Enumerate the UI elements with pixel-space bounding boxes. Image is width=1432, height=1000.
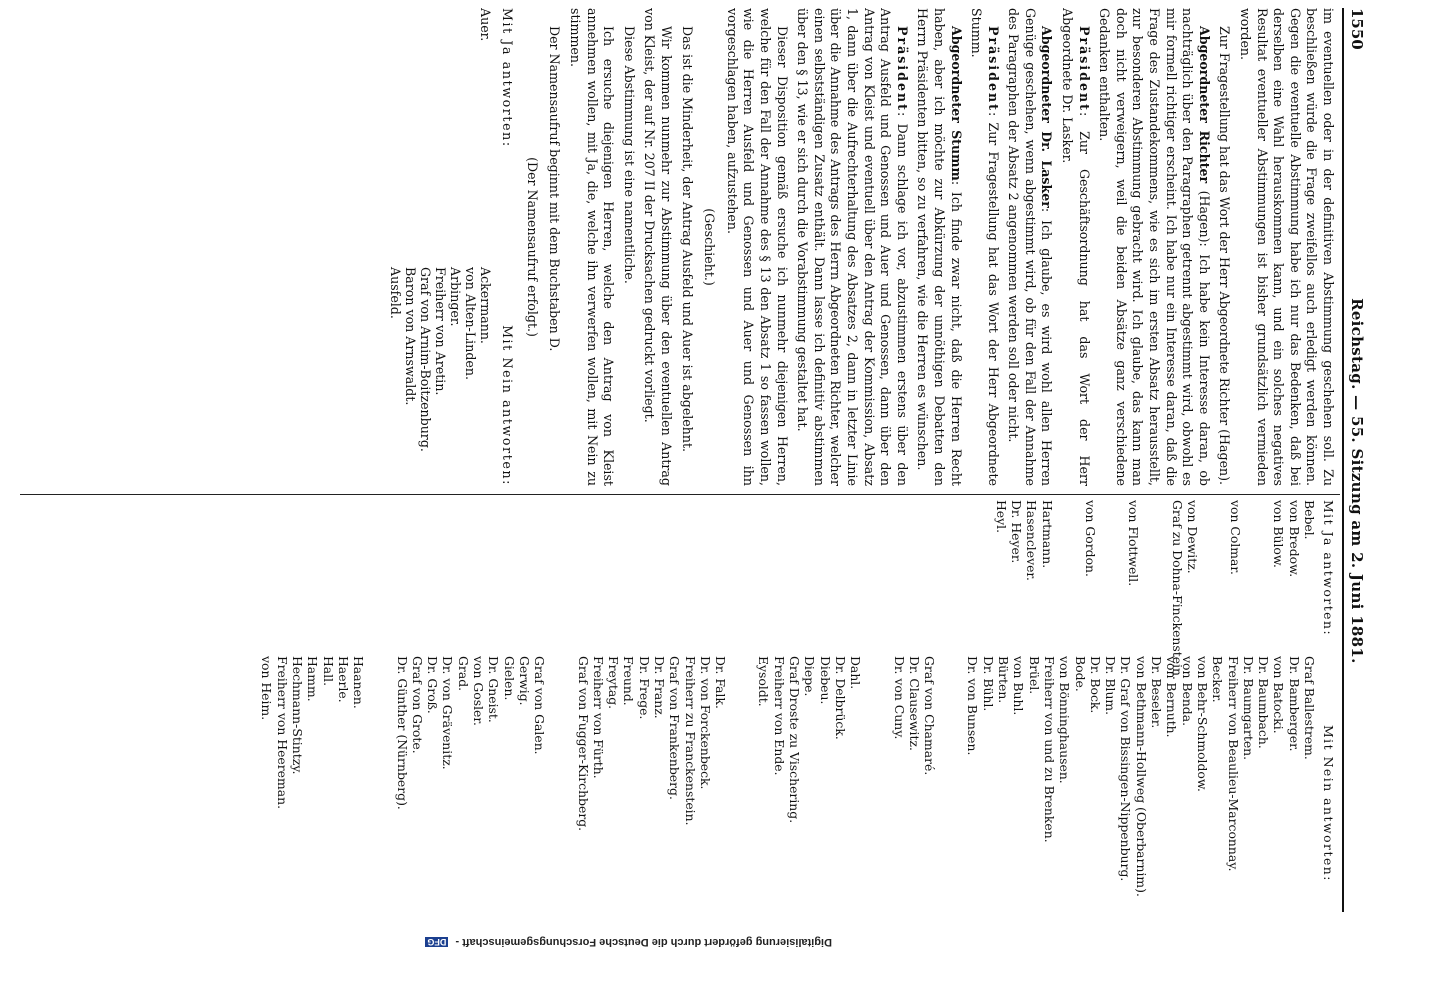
voter-name: von Buhl. xyxy=(1011,656,1027,716)
header-rule xyxy=(1342,8,1344,912)
dfg-logo: DFG xyxy=(427,937,447,947)
paragraph: Zur Fragestellung hat das Wort der Herr Abgeordnete Richter (Hagen). xyxy=(1217,26,1233,486)
credit-text: Digitalisierung gefördert durch die Deutsche Forschungsgemeinschaft - xyxy=(455,936,832,948)
voter-name: Diebeu. xyxy=(817,656,833,705)
paragraph: Das ist die Minderheit, der Antrag Ausfeld und Auer ist abgelehnt. xyxy=(679,26,695,453)
voter-name: von Bernuth. xyxy=(1164,656,1180,738)
speaker: Präsident xyxy=(1076,26,1092,112)
column-divider xyxy=(20,494,1340,495)
speaker: Präsident xyxy=(894,26,910,112)
voter-name: Dahl. xyxy=(848,656,864,690)
voter-name: Dr. Groß. xyxy=(425,656,441,714)
voter-name: Ausfeld. xyxy=(387,267,403,319)
name-group xyxy=(575,656,728,910)
page-number: 1550 xyxy=(1348,8,1366,50)
paragraph: Ich ersuche diejenigen Herren, welche den Antrag von Kleist annehmen wollen, mit Ja, die, welche ihn verwerfen wollen, mit Nein zu stimmen. xyxy=(568,8,617,486)
voter-name: Freund. xyxy=(621,656,637,706)
vote-no-label: Mit Nein antworten: xyxy=(1321,725,1336,882)
name-group xyxy=(1126,500,1141,650)
vote-names xyxy=(388,8,493,486)
voter-name: Freiherr von Beaulieu-Marconnay. xyxy=(1225,656,1241,872)
voter-name: Freiherr von Ende. xyxy=(771,656,787,776)
voter-name: Dr. von Grävenitz. xyxy=(440,656,456,770)
voter-name: von Dewitz. xyxy=(1184,500,1200,574)
voter-name: Graf von Frankenberg. xyxy=(667,656,683,800)
voter-name: Hasenclever. xyxy=(1024,500,1040,581)
debate-column xyxy=(6,8,1336,486)
voter-name: Ackermann. xyxy=(477,267,493,344)
voter-name: Baron von Arnswaldt. xyxy=(402,267,418,406)
speech-text: (Hagen): Ich habe kein Interesse daran, ob nachträglich über den Paragraphen getrennt abgestimmt wird, obwohl es mir formell richtiger erscheint. Ich habe nur ein Interesse daran, daß die Frage des Zustandekommens, wie es sich im ersten Absatz herausstellt, zur besonderen Abstimmung gebracht wird. Ich glaube, das kann man doch nicht verweigern, weil die beiden Absätze ganz verschiedene Gedanken enthalten. xyxy=(1097,8,1212,486)
paragraph: Abgeordneter Stumm: Ich finde zwar nicht, daß die Herren Recht haben, aber ich möchte zur Abkürzung der unnöthigen Debatten den Herrn Präsidenten bitten, so zu verfahren, wie die Herren es wünschen. xyxy=(915,8,964,486)
digitization-credit xyxy=(0,930,1432,952)
name-group xyxy=(756,656,863,910)
voter-name: Bebel. xyxy=(1302,500,1317,540)
voter-name: Freiherr von Heereman. xyxy=(274,656,290,810)
voter-name: Haerle. xyxy=(335,656,351,703)
paragraph: Präsident: Zur Fragestellung hat das Wort der Herr Abgeordnete Stumm. xyxy=(969,8,1001,486)
voter-name: Grad. xyxy=(455,656,471,692)
voter-name: Dr. Franz. xyxy=(652,656,668,719)
voter-name: Freiherr von Aretin. xyxy=(432,267,448,396)
speech-text: Zur Geschäftsordnung hat das Wort der Herr Abgeordnete Dr. Lasker. xyxy=(1060,8,1092,486)
no-names-list xyxy=(388,227,493,486)
voter-name: Dr. Bamberger. xyxy=(1286,656,1302,752)
voter-name: Freytag. xyxy=(606,656,622,710)
speaker: Abgeordneter Richter xyxy=(1196,26,1212,184)
speech-text: Ich glaube, es wird wohl allen Herren Genüge geschehen, wenn abgestimmt wird, ob für den Fall der Annahme des Paragraphen der Absatz 2 angenommen werden soll oder nicht. xyxy=(1006,8,1055,486)
voter-name: von Flottwell. xyxy=(1126,500,1142,587)
page-title: Reichstag. — 55. Sitzung am 2. Juni 1881. xyxy=(1348,298,1366,664)
voter-name: Freiherr zu Franckenstein. xyxy=(682,656,698,826)
voter-name: Hartmann. xyxy=(1039,500,1055,569)
voter-name: Dr. Gneist. xyxy=(486,656,502,723)
vote-yes-label: Mit Ja antworten: xyxy=(1321,500,1336,637)
name-group xyxy=(394,656,547,910)
voter-name: von Alten-Linden. xyxy=(462,267,478,380)
vote-list-block xyxy=(6,500,1336,910)
voter-name: von Behr-Schmoldow. xyxy=(1194,656,1210,792)
voter-name: Dr. Delbrück. xyxy=(832,656,848,740)
paragraph: im eventuellen oder in der definitiven Abstimmung geschehen soll. Zu beschließen würde die Frage zweifellos auch erledigt werden können. Gegen die eventuelle Abstimmung habe ich nur das Bedenken, daß bei derselben eine Wahl herauskommen kann, und ein solches negatives Resultat eventueller Abstimmungen ist bisher grundsätzlich vermieden worden. xyxy=(1238,8,1336,486)
voter-name: Graf von Arnim-Boitzenburg. xyxy=(417,267,433,452)
voter-name: von Bönninghausen. xyxy=(1057,656,1073,784)
voter-name: Diepe. xyxy=(802,656,818,697)
voter-name: Dr. Falk. xyxy=(713,656,729,709)
voter-name: von Heim. xyxy=(259,656,275,721)
voter-name: Arbinger. xyxy=(447,267,463,327)
speech-text: Ich finde zwar nicht, daß die Herren Recht haben, aber ich möchte zur Abkürzung der unnöthigen Debatten den Herrn Präsidenten bitten, so zu verfahren, wie die Herren es wünschen. xyxy=(915,8,964,486)
voter-name: von Bethmann-Hollweg (Oberbarnim). xyxy=(1133,656,1149,897)
vote-header xyxy=(1321,500,1336,910)
vote-no-label: Mit Nein antworten: xyxy=(500,325,516,486)
stage-direction: (Der Namensaufruf erfolgt.) xyxy=(524,157,540,337)
voter-name: Dr. Graf von Bissingen-Nippenburg. xyxy=(1118,656,1134,882)
voter-name: Dr. von Bunsen. xyxy=(965,656,981,756)
voter-name: von Gordon. xyxy=(1082,500,1098,577)
name-group xyxy=(891,656,937,910)
voter-name: Gielen. xyxy=(501,656,517,701)
paragraph: Präsident: Zur Geschäftsordnung hat das Wort der Herr Abgeordnete Dr. Lasker. xyxy=(1060,8,1092,486)
voter-name: Heyl. xyxy=(993,500,1009,534)
voter-name: Auer. xyxy=(477,8,493,42)
vote-yes-label: Mit Ja antworten: xyxy=(500,8,516,148)
voter-name: von Bülow. xyxy=(1271,500,1287,568)
voter-name: Dr. Clausewitz. xyxy=(906,656,922,751)
voter-name: Graf von Chamaré. xyxy=(922,656,938,776)
voter-name: Freiherr von Fürth. xyxy=(590,656,606,779)
voter-name: Graf Ballestrem. xyxy=(1302,656,1317,760)
voter-name: Dr. Baumbach. xyxy=(1256,656,1272,749)
speaker: Präsident xyxy=(985,26,1001,112)
voter-name: von Bredow. xyxy=(1286,500,1302,578)
name-group xyxy=(993,500,1054,650)
voter-name: Hall. xyxy=(320,656,336,687)
voter-name: Dr. von Forckenbeck. xyxy=(697,656,713,790)
voter-name: Bürten. xyxy=(996,656,1012,704)
name-group xyxy=(1271,500,1317,650)
voter-name: Dr. Bock. xyxy=(1087,656,1103,714)
voter-name: Graf zu Dohna-Finckenstein. xyxy=(1169,500,1185,680)
name-group xyxy=(1169,500,1200,680)
voter-name: Haanen. xyxy=(351,656,367,709)
paragraph xyxy=(1096,8,1212,486)
voter-name: Dr. Blum. xyxy=(1103,656,1119,716)
name-group xyxy=(259,656,366,910)
name-group xyxy=(1083,500,1098,650)
voter-name: Graf von Fugger-Kirchberg. xyxy=(575,656,591,832)
voter-name: Graf von Galen. xyxy=(532,656,548,755)
paragraph: Wir kommen nunmehr zur Abstimmung über den eventuellen Antrag von Kleist, der auf Nr. 207 II der Drucksachen gedruckt vorliegt. xyxy=(642,8,675,486)
paragraph: Diese Abstimmung ist eine namentliche. xyxy=(621,26,637,284)
vote-header xyxy=(499,8,516,486)
speech-text: Dann schlage ich vor, abzustimmen erstens über den Antrag Ausfeld und Genossen und Auer und Genossen, dann über den Antrag von Kleist und eventuell über den Antrag der Kommission, Absatz 1, dann über die Aufrechterhaltung des Absatzes 2, dann in letzter Linie über die Annahme des Antrags des Herrn Abgeordneten Richter, welcher einen selbstständigen Zusatz enthält. Dann lasse ich definitiv abstimmen über den § 13, wie er sich durch die Vorabstimmung gestaltet hat. xyxy=(795,8,910,486)
voter-name: Dr. Heyer. xyxy=(1009,500,1025,564)
stage-direction: (Geschieht.) xyxy=(702,208,718,286)
paragraph: Abgeordneter Dr. Lasker: Ich glaube, es wird wohl allen Herren Genüge geschehen, wenn abgestimmt wird, ob für den Fall der Annahme des Paragraphen der Absatz 2 angenommen werden soll oder nicht. xyxy=(1006,8,1055,486)
voter-name: Dr. Baumgarten. xyxy=(1240,656,1256,761)
voter-name: Graf von Grote. xyxy=(409,656,425,754)
voter-name: Bode. xyxy=(1072,656,1088,692)
yes-names-list xyxy=(388,8,493,227)
voter-name: von Benda. xyxy=(1179,656,1195,727)
speech-text: Zur Fragestellung hat das Wort der Herr Abgeordnete Stumm. xyxy=(969,8,1001,486)
paragraph: Der Namensaufruf beginnt mit dem Buchstaben D. xyxy=(547,26,563,352)
voter-name: Hamm. xyxy=(305,656,321,702)
voter-name: von Colmar. xyxy=(1228,500,1244,575)
voter-name: Brüel. xyxy=(1026,656,1042,695)
voter-name: Graf Droste zu Vischering. xyxy=(787,656,803,824)
speaker: Abgeordneter Stumm xyxy=(948,26,964,181)
voter-name: von Gosler. xyxy=(471,656,487,726)
voter-name: Eysoldt. xyxy=(756,656,772,707)
name-group xyxy=(965,656,1317,910)
no-names-list xyxy=(231,650,1317,910)
page-header xyxy=(1348,8,1372,912)
voter-name: Dr. Bühl. xyxy=(980,656,996,712)
speaker: Abgeordneter Dr. Lasker xyxy=(1039,26,1055,208)
voter-name: Dr. Beseler. xyxy=(1149,656,1165,729)
voter-name: Dr. Frege. xyxy=(636,656,652,720)
paragraph: Dieser Disposition gemäß ersuche ich nunmehr diejenigen Herren, welche für den Fall der Annahme des § 13 den Absatz 1 so fassen wollen, wie die Herren Ausfeld und Genossen und Auer und Genossen ihn vorgeschlagen haben, aufzustehen. xyxy=(724,8,790,486)
name-group xyxy=(1228,500,1243,650)
voter-name: Gerwig. xyxy=(516,656,532,706)
voter-name: Becker. xyxy=(1210,656,1226,703)
voter-name: Hechmann-Stintzy. xyxy=(290,656,306,775)
voter-name: von Batocki. xyxy=(1271,656,1287,734)
paragraph: Präsident: Dann schlage ich vor, abzustimmen erstens über den Antrag Ausfeld und Genossen und Auer und Genossen, dann über den Antrag von Kleist und eventuell über den Antrag der Kommission, Absatz 1, dann über die Aufrechterhaltung des Absatzes 2, dann in letzter Linie über die Annahme des Antrags des Herrn Abgeordneten Richter, welcher einen selbstständigen Zusatz enthält. Dann lasse ich definitiv abstimmen über den § 13, wie er sich durch die Vorabstimmung gestaltet hat. xyxy=(795,8,910,486)
voter-name: Freiherr von und zu Brenken. xyxy=(1041,656,1057,843)
voter-name: Dr. Günther (Nürnberg). xyxy=(394,656,410,810)
voter-name: Dr. von Cuny. xyxy=(891,656,907,740)
